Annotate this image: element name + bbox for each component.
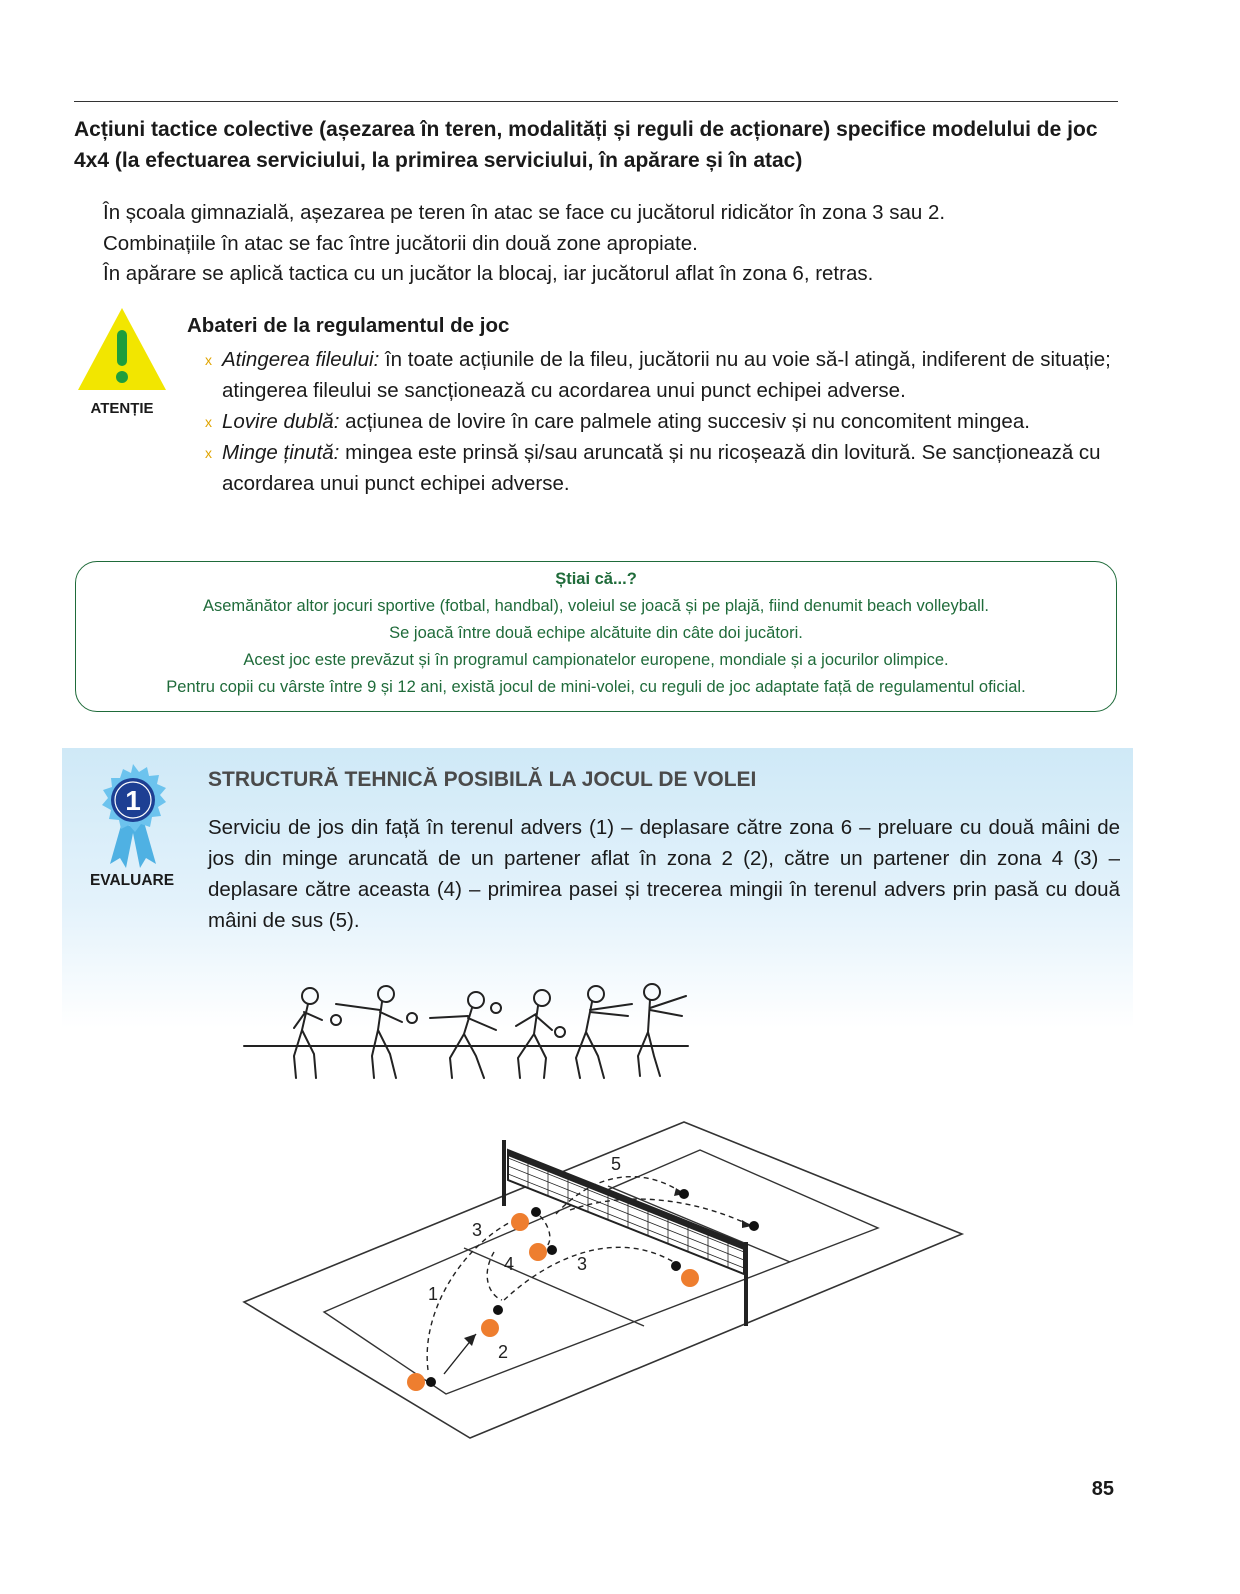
evaluation-label: EVALUARE (89, 872, 175, 889)
stick-figures-illustration (240, 978, 700, 1084)
trajectory-label: 4 (504, 1254, 515, 1274)
warning-label: ATENȚIE (90, 400, 154, 417)
rules-list (205, 344, 1130, 499)
did-you-know-line: Pentru copii cu vârste între 9 și 12 ani, există jocul de mini-volei, cu reguli de joc adaptate față de regulamentul oficial. (166, 678, 1026, 696)
rule-text: în toate acțiunile de la fileu, jucătorii nu au voie să-l atingă, indiferent de situație; atingerea fileului se sancționează cu acordarea unui punct echipei adverse. (222, 348, 1111, 402)
rule-text: acțiunea de lovire în care palmele ating succesiv și nu concomitent mingea. (339, 410, 1030, 433)
evaluation-title: STRUCTURĂ TEHNICĂ POSIBILĂ LA JOCUL DE VOLEI (208, 768, 757, 791)
top-rule (74, 101, 1118, 102)
trajectory-label: 1 (428, 1284, 439, 1304)
did-you-know-line: Acest joc este prevăzut și în programul campionatelor europene, mondiale și a jocurilor olimpice. (243, 651, 949, 669)
rules-title: Abateri de la regulamentul de joc (187, 314, 510, 337)
badge-number: 1 (125, 785, 141, 816)
rule-term: Minge ținută: (222, 441, 340, 464)
intro-line: În apărare se aplică tactica cu un jucător la blocaj, iar jucătorul aflat în zona 6, retras. (103, 262, 874, 285)
intro-line: În școala gimnazială, așezarea pe teren în atac se face cu jucătorul ridicător în zona 3 sau 2. (103, 201, 946, 224)
evaluation-text: Serviciu de jos din față în terenul advers (1) – deplasare către zona 6 – preluare cu două mâini de jos din minge aruncată de un partener aflat în zona 2 (2), către un partener din zona 4 (3) – deplasare către aceasta (4) – primirea pasei și trecerea mingii în terenul advers prin pasă cu două mâini de sus (5). (208, 816, 1120, 932)
trajectory-label: 3 (472, 1220, 483, 1240)
rule-term: Atingerea fileului: (222, 348, 380, 371)
did-you-know-line: Se joacă între două echipe alcătuite din câte doi jucători. (389, 624, 803, 642)
trajectory-label: 2 (498, 1342, 509, 1362)
did-you-know-box (75, 561, 1117, 712)
volleyball-court-diagram (240, 1116, 970, 1446)
section-heading: Acțiuni tactice colective (așezarea în teren, modalități și reguli de acționare) specifice modelului de joc 4x4 (la efectuarea serviciului, la primirea serviciului, în apărare și în atac) (74, 118, 1098, 172)
bullet-x-icon: x (205, 352, 212, 368)
intro-line: Combinațiile în atac se fac între jucătorii din două zone apropiate. (103, 231, 698, 255)
did-you-know-line: Asemănător altor jocuri sportive (fotbal, handbal), voleiul se joacă și pe plajă, fiind denumit beach volleyball. (202, 597, 989, 615)
list-item (205, 437, 1130, 499)
list-item (205, 344, 1130, 406)
warning-triangle-icon (76, 306, 168, 392)
intro-text (103, 198, 1123, 290)
bullet-x-icon: x (205, 414, 212, 430)
net (504, 1140, 746, 1326)
bullet-x-icon: x (205, 445, 212, 461)
rule-text: mingea este prinsă și/sau aruncată și nu ricoșează din lovitură. Se sancționează cu acordarea unui punct echipei adverse. (222, 441, 1101, 495)
rosette-number-1-icon (94, 764, 172, 872)
trajectory-label: 3 (577, 1254, 588, 1274)
rule-term: Lovire dublă: (222, 410, 340, 433)
list-item (205, 406, 1130, 437)
trajectory-label: 5 (611, 1154, 622, 1174)
did-you-know-title: Știai că...? (555, 570, 637, 588)
page-number: 85 (1091, 1478, 1114, 1500)
